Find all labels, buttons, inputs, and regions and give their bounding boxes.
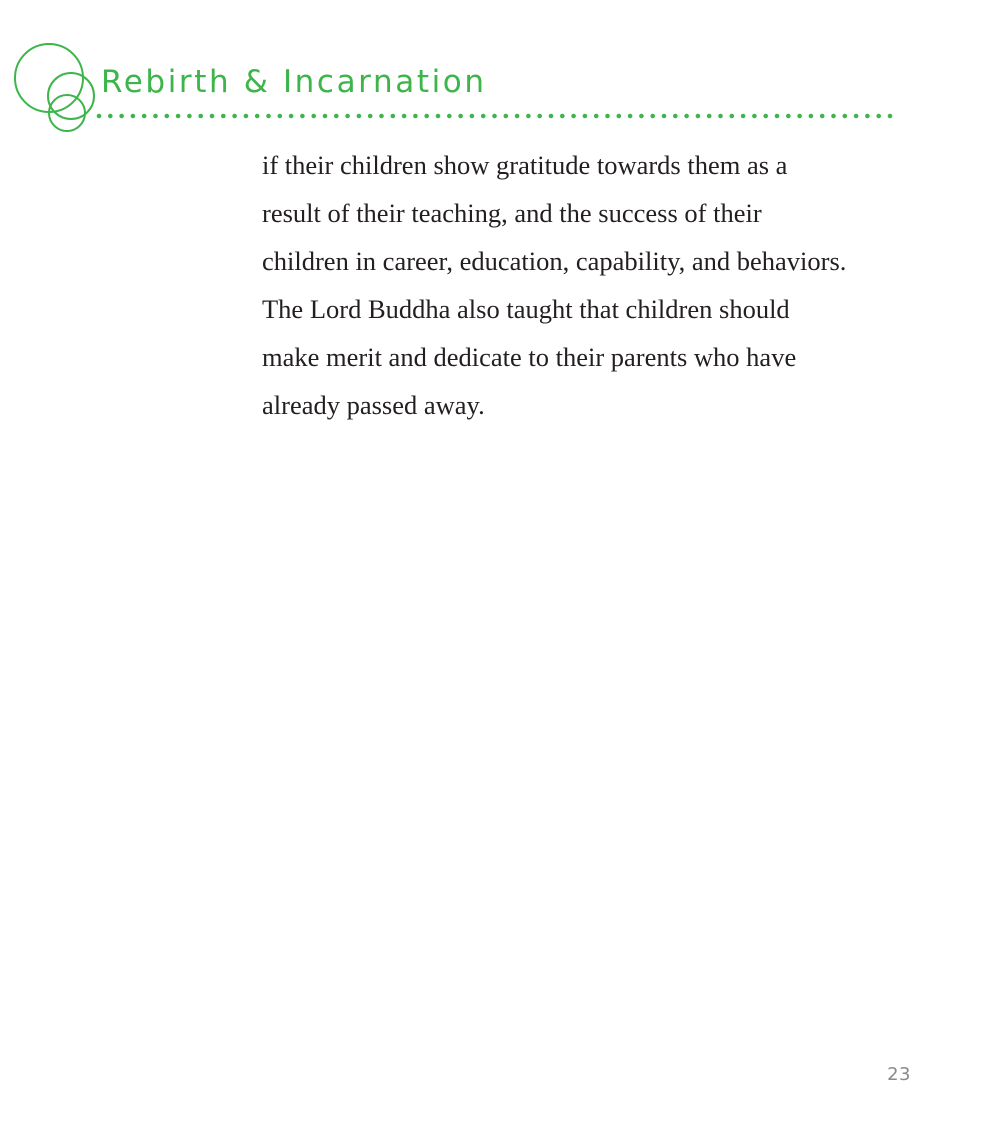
paragraph-line: make merit and dedicate to their parents who have	[262, 342, 797, 372]
paragraph-line: result of their teaching, and the success of their	[262, 198, 762, 228]
paragraph-line: if their children show gratitude towards them as a	[262, 150, 788, 180]
section-title: Rebirth & Incarnation	[101, 64, 487, 100]
paragraph-line: children in career, education, capability, and behaviors.	[262, 246, 847, 276]
dotted-divider	[95, 110, 905, 122]
paragraph-line: already passed away.	[262, 390, 485, 420]
page-number: 23	[887, 1064, 911, 1085]
paragraph-line: The Lord Buddha also taught that children should	[262, 294, 790, 324]
body-paragraph	[262, 143, 962, 431]
page-header	[0, 0, 1000, 140]
